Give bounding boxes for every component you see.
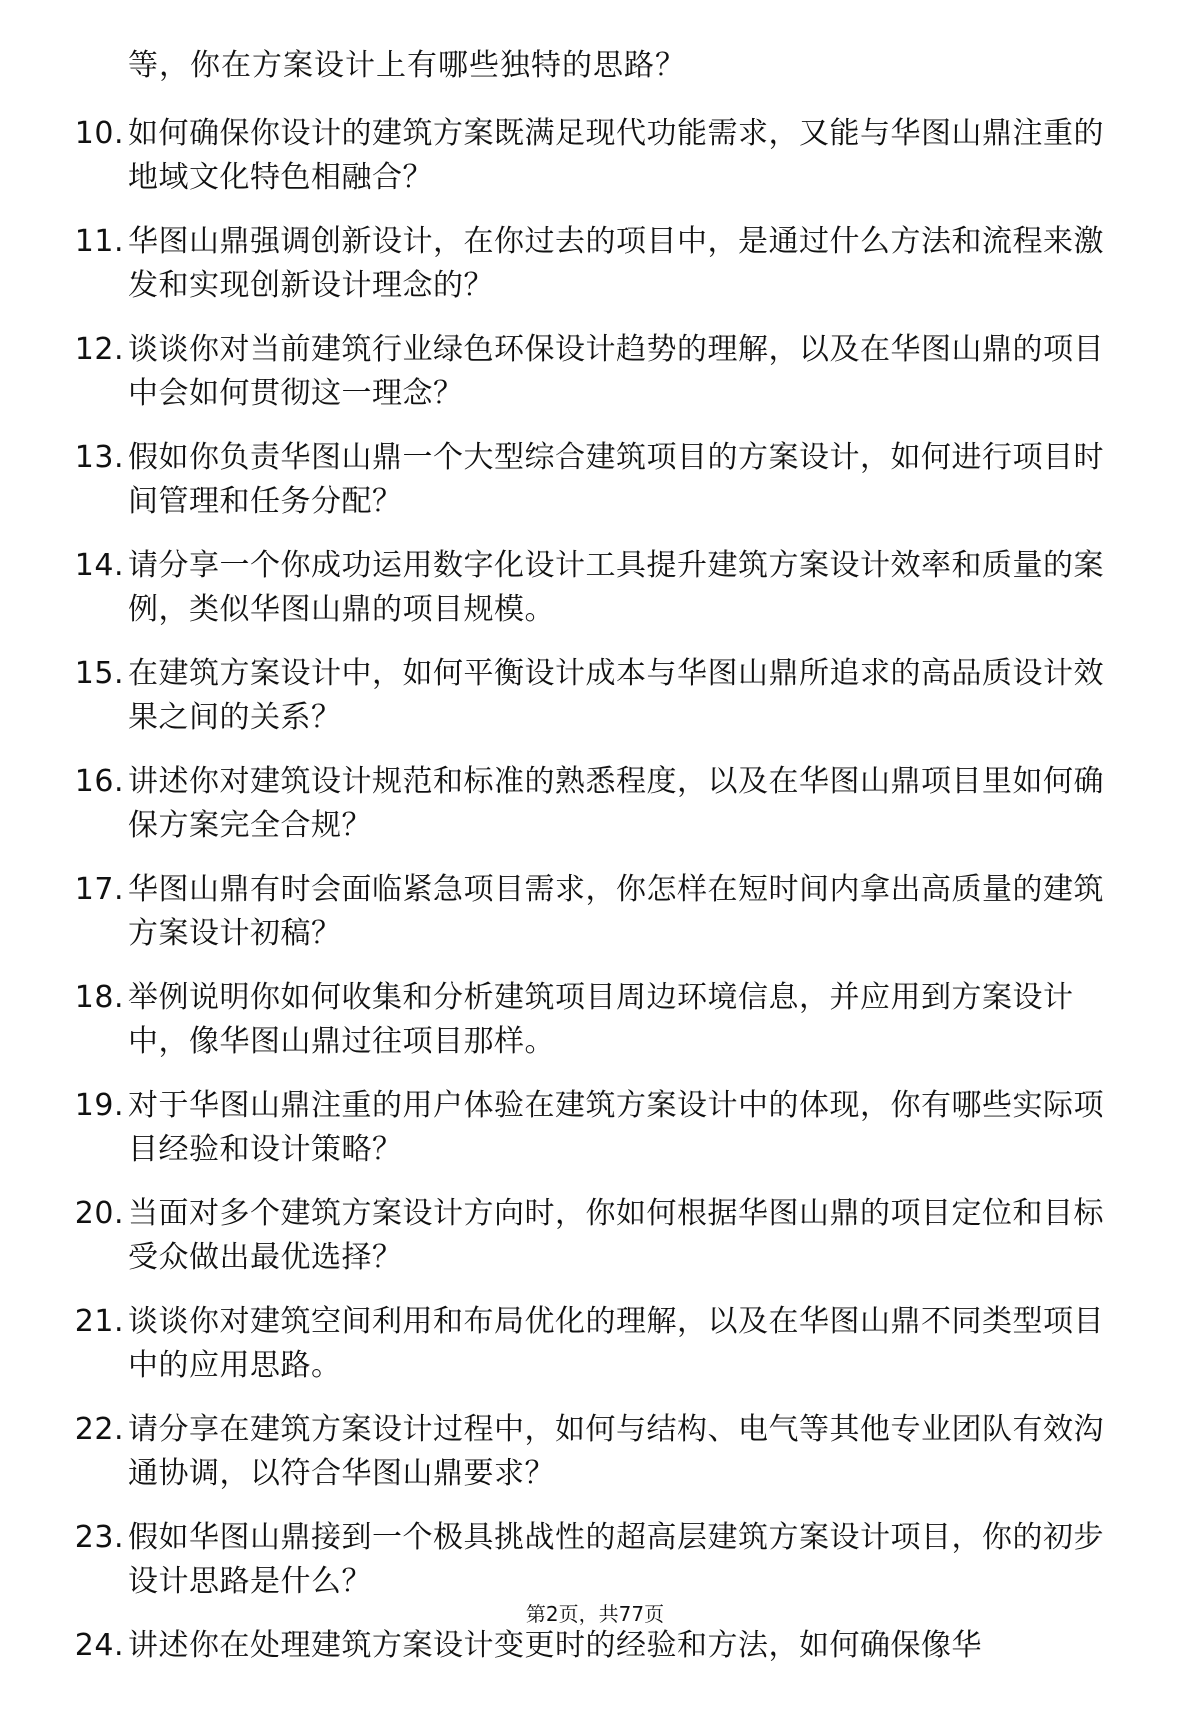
question-number-cell: [56, 220, 128, 328]
question-text: 谈谈你对当前建筑行业绿色环保设计趋势的理解，以及在华图山鼎的项目中会如何贯彻这一理念？: [128, 332, 1104, 411]
question-number-cell: [56, 112, 128, 220]
question-item: [56, 760, 1106, 868]
question-number-cell: [56, 1084, 128, 1192]
question-text: 假如你负责华图山鼎一个大型综合建筑项目的方案设计，如何进行项目时间管理和任务分配？: [128, 440, 1104, 519]
question-item: [56, 868, 1106, 976]
question-list: [56, 112, 1106, 1732]
question-text: 对于华图山鼎注重的用户体验在建筑方案设计中的体现，你有哪些实际项目经验和设计策略？: [128, 1088, 1104, 1167]
question-item: [56, 1300, 1106, 1408]
question-number: 24.: [74, 1628, 124, 1663]
question-number-cell: [56, 328, 128, 436]
question-number-cell: [56, 652, 128, 760]
question-number-cell: [56, 1192, 128, 1300]
question-number-cell: [56, 1300, 128, 1408]
question-text: 华图山鼎强调创新设计，在你过去的项目中，是通过什么方法和流程来激发和实现创新设计理念的？: [128, 224, 1104, 303]
question-item: [56, 1192, 1106, 1300]
question-item: [56, 1408, 1106, 1516]
question-number-cell: [56, 976, 128, 1084]
question-number: 17.: [74, 872, 124, 907]
question-text: 请分享在建筑方案设计过程中，如何与结构、电气等其他专业团队有效沟通协调，以符合华图山鼎要求？: [128, 1412, 1104, 1491]
question-number: 16.: [74, 764, 124, 799]
question-item: [56, 544, 1106, 652]
page-footer: 第2页，共77页: [525, 1602, 665, 1626]
question-number-cell: [56, 868, 128, 976]
question-number-cell: [56, 760, 128, 868]
question-text: 在建筑方案设计中，如何平衡设计成本与华图山鼎所追求的高品质设计效果之间的关系？: [128, 656, 1104, 735]
question-text: 举例说明你如何收集和分析建筑项目周边环境信息，并应用到方案设计中，像华图山鼎过往项目那样。: [128, 980, 1074, 1059]
question-number-cell: [56, 1408, 128, 1516]
question-text: 讲述你在处理建筑方案设计变更时的经验和方法，如何确保像华: [128, 1628, 982, 1663]
question-text: 讲述你对建筑设计规范和标准的熟悉程度，以及在华图山鼎项目里如何确保方案完全合规？: [128, 764, 1104, 843]
question-number: 18.: [74, 980, 124, 1015]
question-number: 11.: [74, 224, 124, 259]
question-number: 19.: [74, 1088, 124, 1123]
question-number: 21.: [74, 1304, 124, 1339]
question-item: [56, 976, 1106, 1084]
question-text: 当面对多个建筑方案设计方向时，你如何根据华图山鼎的项目定位和目标受众做出最优选择？: [128, 1196, 1104, 1275]
question-item: [56, 436, 1106, 544]
question-item: [56, 328, 1106, 436]
question-item: [56, 1084, 1106, 1192]
question-number: 22.: [74, 1412, 124, 1447]
question-text: 华图山鼎有时会面临紧急项目需求，你怎样在短时间内拿出高质量的建筑方案设计初稿？: [128, 872, 1104, 951]
question-number: 23.: [74, 1520, 124, 1555]
question-text: 假如华图山鼎接到一个极具挑战性的超高层建筑方案设计项目，你的初步设计思路是什么？: [128, 1520, 1104, 1599]
question-number: 15.: [74, 656, 124, 691]
question-item: [56, 220, 1106, 328]
question-number: 13.: [74, 440, 124, 475]
question-number: 10.: [74, 116, 124, 151]
question-item: [56, 652, 1106, 760]
question-text: 如何确保你设计的建筑方案既满足现代功能需求，又能与华图山鼎注重的地域文化特色相融合？: [128, 116, 1104, 195]
question-text: 请分享一个你成功运用数字化设计工具提升建筑方案设计效率和质量的案例，类似华图山鼎的项目规模。: [128, 548, 1104, 627]
question-item: [56, 1624, 1106, 1732]
question-number-cell: [56, 436, 128, 544]
question-number-cell: [56, 544, 128, 652]
question-number: 14.: [74, 548, 124, 583]
question-number: 20.: [74, 1196, 124, 1231]
question-item: [56, 112, 1106, 220]
question-number-cell: [56, 1624, 128, 1732]
question-text: 谈谈你对建筑空间利用和布局优化的理解，以及在华图山鼎不同类型项目中的应用思路。: [128, 1304, 1104, 1383]
continuation-text: 等，你在方案设计上有哪些独特的思路？: [128, 48, 686, 83]
question-number: 12.: [74, 332, 124, 367]
